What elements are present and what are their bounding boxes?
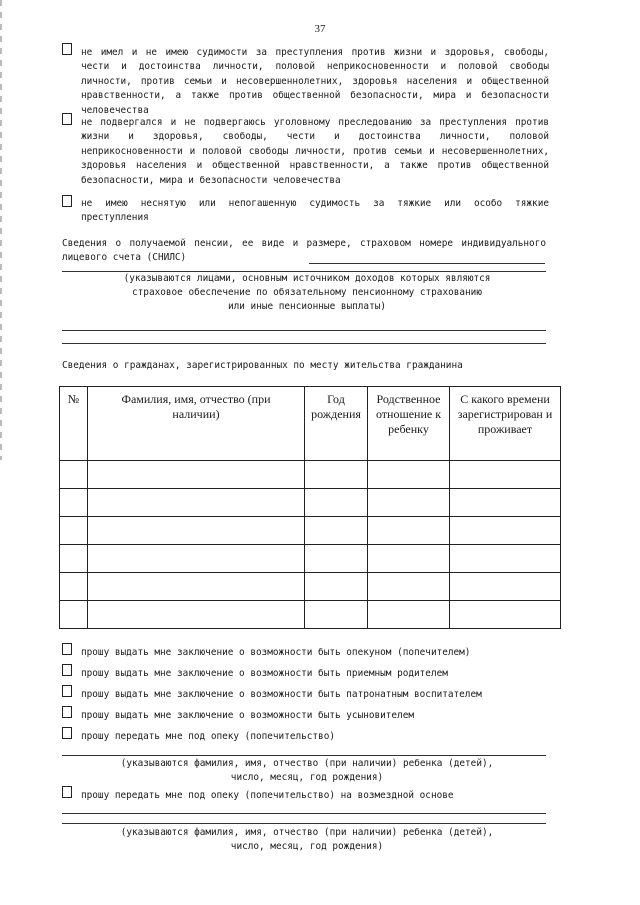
pension-blank-line-1[interactable] bbox=[62, 330, 546, 331]
page-number: 37 bbox=[314, 23, 326, 35]
table-cell[interactable] bbox=[305, 601, 368, 629]
table-cell[interactable] bbox=[60, 489, 88, 517]
child-info-input-line-1[interactable] bbox=[62, 755, 546, 756]
request-foster-text: прошу выдать мне заключение о возможности быть приемным родителем bbox=[81, 668, 448, 679]
pension-note-line-2: страховое обеспечение по обязательному пенсионному страхованию bbox=[132, 287, 482, 298]
table-cell[interactable] bbox=[305, 461, 368, 489]
table-row bbox=[60, 489, 561, 517]
page-edge-marks bbox=[0, 0, 2, 460]
table-cell[interactable] bbox=[305, 573, 368, 601]
checkbox-no-prosecution[interactable] bbox=[62, 113, 72, 125]
table-cell[interactable] bbox=[450, 573, 561, 601]
col-birth-year: Год рождения bbox=[305, 387, 368, 461]
child-note-1-line-1: (указываются фамилия, имя, отчество (при наличии) ребенка (детей), bbox=[120, 758, 494, 769]
checkbox-request-guardian[interactable] bbox=[62, 643, 72, 655]
option-no-prosecution-text: не подвергался и не подвергаюсь уголовному преследованию за преступления против жизни и здоровья, свободы, чести и достоинства личности, половой неприкосновенности и половой свободы личности, против семьи и несовершеннолетних, здоровья населения и общественной нравственности, а также против общественной безопасности, мира и безопасности человечества bbox=[81, 117, 549, 186]
request-adopter-text: прошу выдать мне заключение о возможности быть усыновителем bbox=[81, 710, 415, 721]
child-note-2-line-1: (указываются фамилия, имя, отчество (при наличии) ребенка (детей), bbox=[120, 827, 494, 838]
request-paid-custody-text: прошу передать мне под опеку (попечительство) на возмездной основе bbox=[81, 790, 454, 801]
table-cell[interactable] bbox=[450, 601, 561, 629]
child-info-input-line-2[interactable] bbox=[62, 813, 546, 814]
table-cell[interactable] bbox=[368, 573, 450, 601]
table-cell[interactable] bbox=[305, 489, 368, 517]
table-cell[interactable] bbox=[368, 545, 450, 573]
table-cell[interactable] bbox=[450, 517, 561, 545]
table-cell[interactable] bbox=[450, 545, 561, 573]
pension-info-label: Сведения о получаемой пенсии, ее виде и размере, страховом номере индивидуального лицевого счета (СНИЛС) bbox=[62, 238, 546, 264]
pension-note-line-3: или иные пенсионные выплаты) bbox=[227, 301, 387, 312]
pension-blank-line-2[interactable] bbox=[62, 343, 546, 344]
request-patronage-text: прошу выдать мне заключение о возможности быть патронатным воспитателем bbox=[81, 689, 482, 700]
residents-heading: Сведения о гражданах, зарегистрированных по месту жительства гражданина bbox=[62, 360, 463, 371]
table-row bbox=[60, 545, 561, 573]
child-note-1-line-2: число, месяц, год рождения) bbox=[230, 772, 384, 783]
request-custody-text: прошу передать мне под опеку (попечительство) bbox=[81, 731, 335, 742]
table-cell[interactable] bbox=[368, 489, 450, 517]
child-note-2-line-2: число, месяц, год рождения) bbox=[230, 841, 384, 852]
col-number: № bbox=[60, 387, 88, 461]
table-cell[interactable] bbox=[368, 601, 450, 629]
table-cell[interactable] bbox=[368, 517, 450, 545]
table-row bbox=[60, 461, 561, 489]
table-cell[interactable] bbox=[88, 601, 305, 629]
table-cell[interactable] bbox=[368, 461, 450, 489]
table-cell[interactable] bbox=[450, 489, 561, 517]
table-cell[interactable] bbox=[88, 545, 305, 573]
checkbox-request-adopter[interactable] bbox=[62, 706, 72, 718]
col-registered-since: С какого времени зарегистрирован и проживает bbox=[450, 387, 561, 461]
table-cell[interactable] bbox=[60, 545, 88, 573]
checkbox-request-patronage[interactable] bbox=[62, 685, 72, 697]
checkbox-request-foster[interactable] bbox=[62, 664, 72, 676]
table-cell[interactable] bbox=[88, 489, 305, 517]
table-cell[interactable] bbox=[305, 517, 368, 545]
table-cell[interactable] bbox=[60, 573, 88, 601]
table-cell[interactable] bbox=[450, 461, 561, 489]
table-cell[interactable] bbox=[60, 601, 88, 629]
checkbox-request-paid-custody[interactable] bbox=[62, 786, 72, 798]
col-full-name: Фамилия, имя, отчество (при наличии) bbox=[88, 387, 305, 461]
residents-table bbox=[59, 386, 561, 629]
request-guardian-text: прошу выдать мне заключение о возможности быть опекуном (попечителем) bbox=[81, 647, 471, 658]
col-relation: Родственное отношение к ребенку bbox=[368, 387, 450, 461]
option-no-grave-conviction-text: не имею неснятую или непогашенную судимость за тяжкие или особо тяжкие преступления bbox=[81, 198, 549, 224]
table-cell[interactable] bbox=[305, 545, 368, 573]
child-info-input-line-3[interactable] bbox=[62, 823, 546, 824]
snils-input-line[interactable] bbox=[309, 263, 545, 264]
table-cell[interactable] bbox=[88, 461, 305, 489]
checkbox-no-grave-conviction[interactable] bbox=[62, 195, 72, 207]
checkbox-no-conviction[interactable] bbox=[62, 43, 72, 55]
table-row bbox=[60, 573, 561, 601]
table-row bbox=[60, 601, 561, 629]
checkbox-request-custody[interactable] bbox=[62, 727, 72, 739]
table-cell[interactable] bbox=[88, 573, 305, 601]
table-cell[interactable] bbox=[60, 461, 88, 489]
table-cell[interactable] bbox=[88, 517, 305, 545]
table-cell[interactable] bbox=[60, 517, 88, 545]
pension-note-line-1: (указываются лицами, основным источником доходов которых являются bbox=[123, 273, 491, 284]
table-row bbox=[60, 517, 561, 545]
option-no-conviction-text: не имел и не имею судимости за преступления против жизни и здоровья, свободы, чести и достоинства личности, половой неприкосновенности и половой свободы личности, против семьи и несовершеннолетних, здоровья населения и общественной нравственности, а также против общественной безопасности, мира и безопасности человечества bbox=[81, 47, 549, 116]
table-header-row bbox=[60, 387, 561, 461]
